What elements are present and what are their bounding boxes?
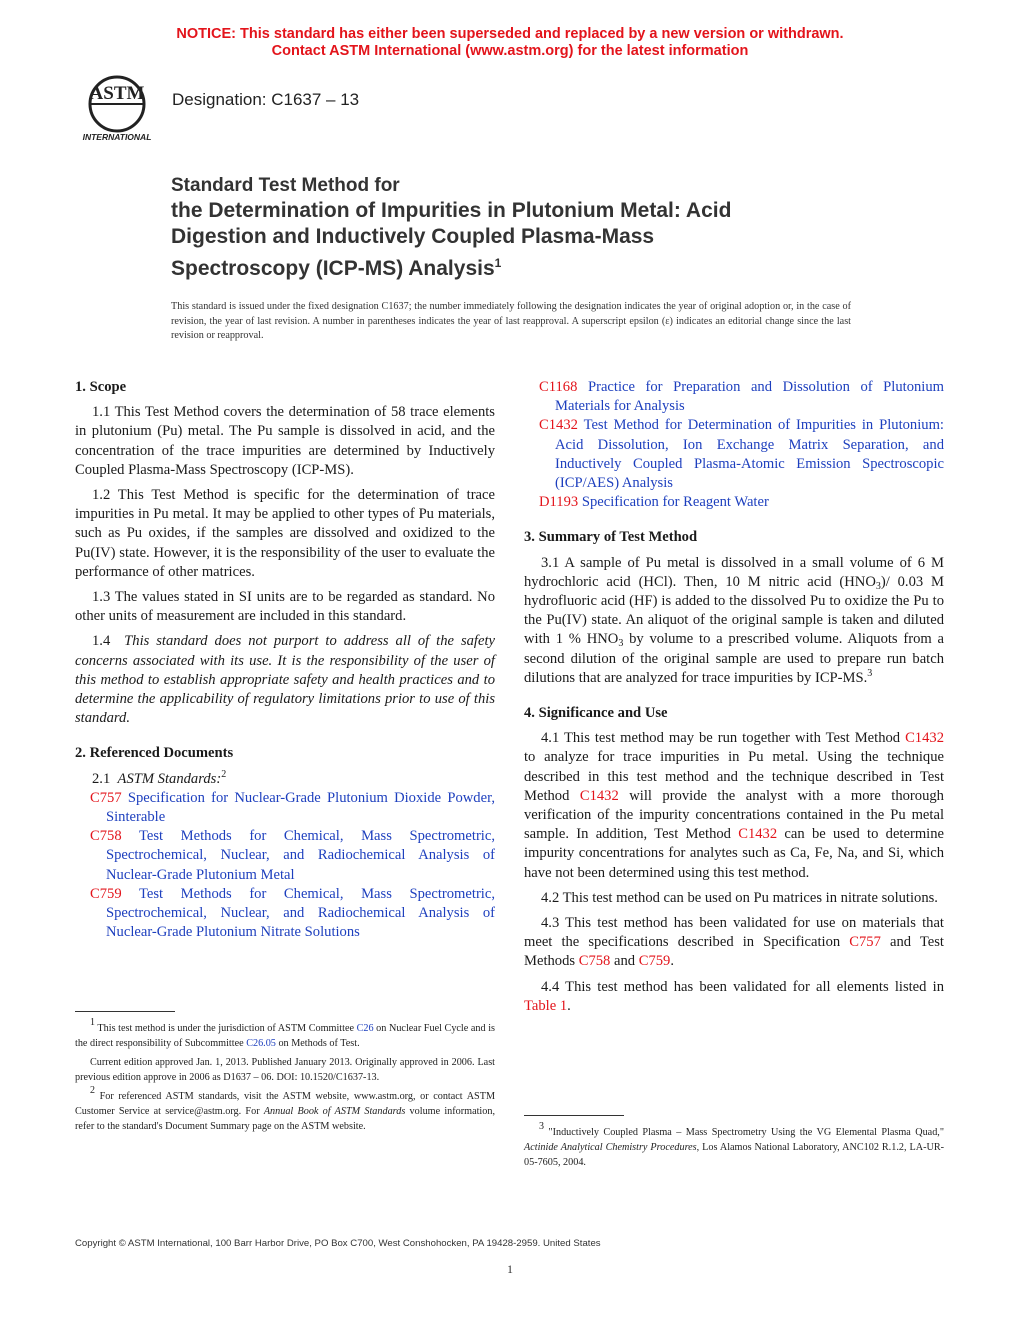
astm-standards-label <box>75 770 495 789</box>
ref-code[interactable]: D1193 <box>539 494 579 511</box>
footnote-text: "Inductively Coupled Plasma – Mass Spectrometry Using the VG Elemental Plasma Quad," <box>544 1127 944 1138</box>
footnote-2-mark: 2 <box>90 1085 95 1096</box>
summary-sub-2: 3 <box>618 638 624 650</box>
significance-4-1 <box>524 729 944 883</box>
significance-text: to analyze for trace impurities in Pu metal. Using the technique described in this test method and the technique described in Test Method <box>524 749 944 804</box>
summary-sub-1: 3 <box>875 580 881 592</box>
link-c26[interactable]: C26 <box>356 1023 374 1034</box>
significance-text: . <box>670 953 675 970</box>
significance-text: 4.3 This test method has been validated for use on materials that meet the specifications described in Specification <box>524 915 944 951</box>
page-number: 1 <box>507 1262 513 1276</box>
footnotes-right <box>524 1121 945 1170</box>
summary-text-c: by volume to a prescribed volume. Aliquots from a second dilution of the original sample are used to prepare run batch dilutions that are analyzed for trace impurities by ICP-MS. <box>524 631 945 686</box>
withdrawal-notice <box>0 26 1020 60</box>
significance-4-2: 4.2 This test method can be used on Pu matrices in nitrate solutions. <box>541 889 938 906</box>
footnote-text: , Los Alamos National Laboratory, ANC102 R.1.2, LA-UR-05-7605, 2004. <box>524 1142 945 1168</box>
footnote-1-edition: Current edition approved Jan. 1, 2013. Published January 2013. Originally approved in 2006. Last previous edition approve in 2006 as D1637 – 06. DOI: 10.1520/C1637-13. <box>75 1057 495 1083</box>
significance-text: 4.1 This test method may be run together with Test Method <box>541 730 906 747</box>
footnote-text: For referenced ASTM standards, visit the ASTM website, www.astm.org, or contact ASTM Customer Service at service@astm.org. For <box>75 1091 495 1117</box>
refdocs-footnote-mark[interactable]: 2 <box>221 768 227 780</box>
footnote-italic: Actinide Analytical Chemistry Procedures <box>524 1142 697 1153</box>
significance-text: can be used to determine impurity concentrations for analytes such as Ca, Fe, Na, and Si, which have not been determined using this test method. <box>524 826 944 881</box>
link-c759[interactable]: C759 <box>638 953 671 970</box>
footnote-1-mark: 1 <box>90 1017 95 1028</box>
significance-text: . <box>567 997 571 1014</box>
footnote-text: on Nuclear Fuel Cycle and is the direct responsibility of Subcommittee <box>75 1023 495 1049</box>
ref-item-c1168[interactable] <box>524 378 944 416</box>
footnote-rule-right <box>524 1115 624 1116</box>
footnote-2 <box>75 1085 495 1134</box>
refdocs-sub-label: ASTM Standards: <box>117 770 222 787</box>
significance-text: will provide the analyst with a more thorough verification of the impurity concentrations contained in the Pu metal sample. In addition, Test Method <box>524 787 944 843</box>
summary-text-a: 3.1 A sample of Pu metal is dissolved in a small volume of 6 M hydrochloric acid (HCl). Then, 10 M nitric acid (HNO <box>524 554 944 590</box>
title-line-3: Digestion and Inductively Coupled Plasma-Mass <box>171 225 655 248</box>
significance-text: 4.4 This test method has been validated for all elements listed in <box>541 978 944 995</box>
notice-line-1: NOTICE: This standard has either been superseded and replaced by a new version or withdrawn. <box>176 26 844 42</box>
summary-3-1 <box>524 554 944 688</box>
significance-4-4 <box>524 978 944 1016</box>
footnote-3 <box>524 1121 945 1170</box>
ref-item-c758[interactable] <box>75 827 495 885</box>
significance-text: and Test Methods <box>524 934 944 970</box>
link-c1432[interactable]: C1432 <box>579 787 619 804</box>
refdocs-sub-number: 2.1 <box>92 770 111 787</box>
summary-heading: 3. Summary of Test Method <box>524 529 698 546</box>
footnote-text: volume information, refer to the standard's Document Summary page on the ASTM website. <box>75 1106 495 1132</box>
ref-code[interactable]: C1168 <box>539 379 578 395</box>
title-line-4: Spectroscopy (ICP-MS) Analysis <box>171 257 495 280</box>
footnotes-left <box>75 1017 495 1134</box>
footnote-text: This test method is under the jurisdiction of ASTM Committee <box>95 1023 357 1034</box>
significance-text: and <box>610 953 639 970</box>
right-column <box>524 378 944 1016</box>
scope-1-1: 1.1 This Test Method covers the determination of 58 trace elements in plutonium (Pu) metal. The Pu sample is dissolved in acid, and the concentration of the trace impurities are determined by Inductively Coupled Plasma-Mass Spectroscopy (ICP-MS). <box>75 404 495 478</box>
astm-logo-icon <box>72 74 162 144</box>
issuance-note: This standard is issued under the fixed designation C1637; the number immediately following the designation indicates the year of original adoption or, in the case of revision, the year of last revision. A number in parentheses indicates the year of last reapproval. A superscript epsilon (ε) indicates an editorial change since the last revision or reapproval. <box>171 301 851 341</box>
document-title <box>171 174 891 282</box>
link-c758[interactable]: C758 <box>578 953 611 970</box>
scope-1-3: 1.3 The values stated in SI units are to be regarded as standard. No other units of measurement are included in this standard. <box>75 589 495 625</box>
designation: Designation: C1637 – 13 <box>172 90 360 109</box>
ref-code[interactable]: C758 <box>90 828 122 845</box>
left-column <box>75 378 495 942</box>
summary-text-b: )/ 0.03 M hydrofluoric acid (HF) is added to the dissolved Pu to oxidize the Pu to the Pu(IV) state. An aliquot of the original sample is taken and diluted with 1 % HNO <box>524 573 944 648</box>
ref-code[interactable]: C759 <box>90 885 122 902</box>
logo-text: INTERNATIONAL <box>82 132 152 142</box>
title-line-1: Standard Test Method for <box>171 175 400 196</box>
notice-line-2: Contact ASTM International (www.astm.org) for the latest information <box>271 43 749 59</box>
link-table-1[interactable]: Table 1 <box>524 997 568 1014</box>
footnote-rule-left <box>75 1011 175 1012</box>
scope-heading: 1. Scope <box>75 379 127 395</box>
scope-1-4-text: This standard does not purport to address all of the safety concerns associated with its use. It is the responsibility of the user of this method to establish appropriate safety and health practices and to determine the applicability of regulatory limitations prior to use of this standard. <box>75 633 495 727</box>
title-line-2: the Determination of Impurities in Plutonium Metal: Acid <box>171 199 732 222</box>
ref-code[interactable]: C1432 <box>539 417 578 434</box>
ref-title[interactable]: Practice for Preparation and Dissolution of Plutonium Materials for Analysis <box>555 379 944 415</box>
ref-title[interactable]: Test Methods for Chemical, Mass Spectrometric, Spectrochemical, Nuclear, and Radiochemical Analysis of Nuclear-Grade Plutonium Nitrate Solutions <box>106 885 495 941</box>
ref-item-c757[interactable] <box>75 789 495 827</box>
scope-1-4 <box>75 632 495 728</box>
ref-code[interactable]: C757 <box>90 789 122 806</box>
ref-title[interactable]: Specification for Reagent Water <box>581 494 769 511</box>
significance-heading: 4. Significance and Use <box>524 705 668 722</box>
copyright-footer: Copyright © ASTM International, 100 Barr Harbor Drive, PO Box C700, West Conshohocken, PA 19428-2959. United States <box>75 1238 601 1249</box>
link-c1432[interactable]: C1432 <box>905 730 944 747</box>
scope-1-4-number: 1.4 <box>92 633 111 650</box>
link-c1432[interactable]: C1432 <box>738 826 778 843</box>
title-footnote-mark[interactable]: 1 <box>494 256 502 270</box>
footnote-3-mark: 3 <box>539 1121 544 1132</box>
scope-1-2: 1.2 This Test Method is specific for the determination of trace impurities in Pu metal. It may be applied to other types of Pu materials, such as Pu oxides, if the samples are dissolved and oxidized to the Pu(IV) state. However, it is the responsibility of the user to evaluate the performance of other matrices. <box>75 487 495 580</box>
summary-footnote-mark[interactable]: 3 <box>867 667 873 679</box>
footnote-italic: Annual Book of ASTM Standards <box>263 1106 406 1117</box>
refdocs-heading: 2. Referenced Documents <box>75 745 234 762</box>
astm-logo <box>72 74 162 144</box>
ref-item-d1193[interactable] <box>524 493 944 512</box>
significance-4-3 <box>524 914 944 972</box>
logo-letters: ASTM <box>89 83 145 104</box>
ref-title[interactable]: Test Methods for Chemical, Mass Spectrometric, Spectrochemical, Nuclear, and Radiochemical Analysis of Nuclear-Grade Plutonium Metal <box>106 828 495 883</box>
ref-title[interactable]: Specification for Nuclear-Grade Plutonium Dioxide Powder, Sinterable <box>106 789 495 826</box>
link-c26-05[interactable]: C26.05 <box>246 1038 276 1049</box>
ref-item-c1432[interactable] <box>524 416 944 493</box>
footnote-text: on Methods of Test. <box>275 1038 360 1049</box>
link-c757[interactable]: C757 <box>849 934 881 951</box>
ref-item-c759[interactable] <box>75 885 495 943</box>
footnote-1 <box>75 1017 495 1051</box>
ref-title[interactable]: Test Method for Determination of Impurities in Plutonium: Acid Dissolution, Ion Exchange Matrix Separation, and Inductively Coupled Plasma-Atomic Emission Spectroscopic (ICP/AES) Analysis <box>555 417 944 492</box>
